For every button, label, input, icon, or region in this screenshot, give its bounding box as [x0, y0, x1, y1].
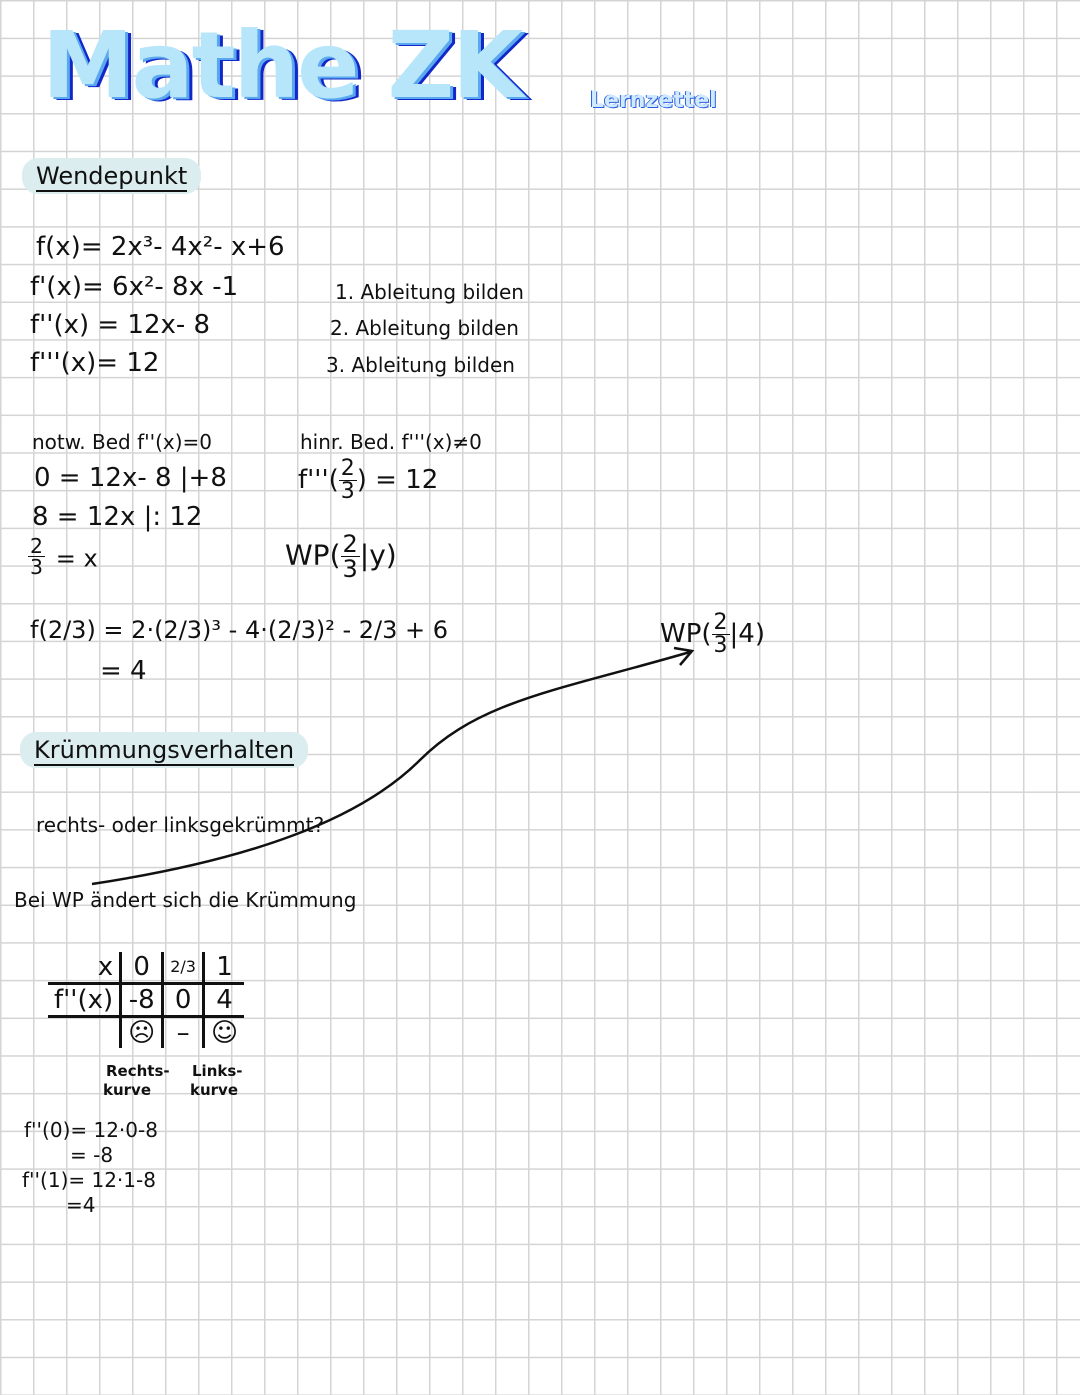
brand-logo: Lernzettel	[590, 88, 717, 113]
inflection-point-general: WP( $\frac{2}{3}$ |y)	[285, 530, 397, 583]
section-heading-wendepunkt: Wendepunkt	[22, 158, 201, 194]
table-row-x: x 0 2/3 1	[48, 952, 244, 984]
note-3: 3. Ableitung bilden	[326, 353, 515, 377]
label-rechts: Rechts-	[106, 1062, 170, 1080]
sufficient-check: f'''( $\frac{2}{3}$ ) = 12	[298, 456, 439, 504]
curvature-question: rechts- oder linksgekrümmt?	[36, 813, 325, 837]
frown-icon: ☹	[121, 1017, 163, 1049]
table-row-f2: f''(x) -8 0 4	[48, 984, 244, 1017]
check-f2-0: f''(0)= 12·0-8	[24, 1118, 158, 1142]
section-heading-kruemmung: Krümmungsverhalten	[20, 732, 308, 768]
necessary-step-1: 0 = 12x- 8 |+8	[34, 463, 227, 493]
curvature-statement: Bei WP ändert sich die Krümmung	[14, 888, 357, 912]
derivative-3: f'''(x)= 12	[30, 348, 160, 378]
label-rechts-kurve: kurve	[103, 1081, 152, 1099]
label-links: Links-	[192, 1062, 243, 1080]
check-f2-0-result: = -8	[70, 1143, 114, 1167]
necessary-result: $\frac{2}{3}$ = x	[30, 534, 98, 580]
check-f2-1: f''(1)= 12·1-8	[22, 1168, 156, 1192]
function-value-calc: f(2/3) = 2·(2/3)³ - 4·(2/3)² - 2/3 + 6	[30, 616, 449, 644]
note-1: 1. Ableitung bilden	[335, 280, 524, 304]
derivative-1: f'(x)= 6x²- 8x -1	[30, 272, 239, 302]
function-value-result: = 4	[100, 656, 147, 686]
sufficient-condition-label: hinr. Bed. f'''(x)≠0	[300, 430, 482, 454]
table-row-sign: ☹ – ☺	[48, 1017, 244, 1049]
check-f2-1-result: =4	[66, 1193, 96, 1217]
page-title: Mathe ZK	[42, 12, 522, 119]
label-links-kurve: kurve	[190, 1081, 239, 1099]
necessary-condition-label: notw. Bed f''(x)=0	[32, 430, 213, 454]
function-f: f(x)= 2x³- 4x²- x+6	[36, 232, 285, 262]
note-2: 2. Ableitung bilden	[330, 316, 519, 340]
sign-table	[48, 952, 244, 1048]
inflection-point-final: WP( $\frac{2}{3}$ |4)	[660, 610, 765, 658]
derivative-2: f''(x) = 12x- 8	[30, 310, 211, 340]
smile-icon: ☺	[203, 1017, 244, 1049]
necessary-step-2: 8 = 12x |: 12	[32, 502, 203, 532]
